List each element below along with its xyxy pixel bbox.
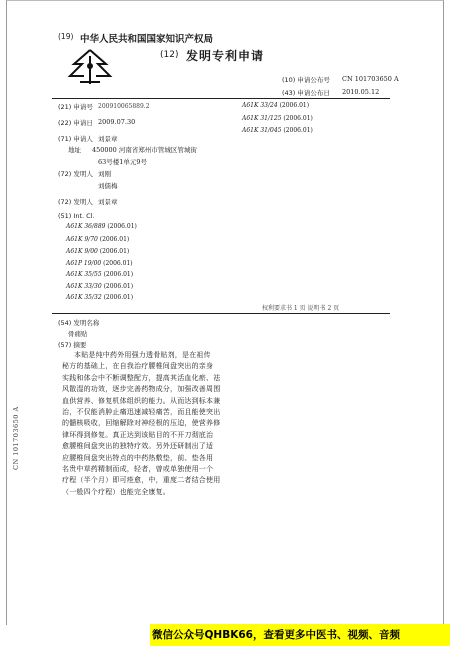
wechat-banner: 微信公众号QHBK66，查看更多中医书、视频、音频 <box>150 624 450 646</box>
abstract-text <box>62 350 324 498</box>
pub-no: CN 101703650 A <box>342 75 399 83</box>
abstract-line: 疗程（半个月）即可痊愈，中，重度二者结合使用 <box>62 476 221 485</box>
class-row-right: A61K 33/24 (2006.01) <box>242 102 310 109</box>
abstract-line: （一般四个疗程）也能完全康复。 <box>62 487 170 496</box>
abstract-line: 名贵中草药精制而成，轻者，曾或单独使用一个 <box>62 465 214 474</box>
inventor-1: 刘刚 <box>98 170 111 178</box>
abstract-line: 的髓核吸收，回缩解除对神经根的压迫，使营养修 <box>62 419 221 428</box>
agent-label: (72) 发明人 <box>58 198 93 206</box>
title-label: (54) 发明名称 <box>58 319 100 327</box>
class-row: A61K 9/70 (2006.01) <box>66 236 130 243</box>
class-row: A61K 35/32 (2006.01) <box>66 294 134 301</box>
abstract-label: (57) 摘要 <box>58 341 87 349</box>
abstract-line: 愈腰椎间盘突出的独特疗效。另外还研制出了适 <box>62 442 214 451</box>
inventor-label: (72) 发明人 <box>58 170 93 178</box>
class-row: A61K 36/889 (2006.01) <box>66 223 137 230</box>
app-no-label: (21) 申请号 <box>58 103 93 111</box>
class-row-right: A61K 31/045 (2006.01) <box>242 127 313 134</box>
doc-type-code: (12) <box>160 50 179 60</box>
agent: 刘景章 <box>98 198 118 206</box>
app-no: 200910065889.2 <box>98 103 150 110</box>
pages-note: 权利要求书 1 页 说明书 2 页 <box>262 305 340 312</box>
biblio-rule <box>52 313 390 314</box>
invention-title: 骨痛贴 <box>68 330 88 338</box>
abstract-line: 秘方的基础上，在自我治疗腰椎间盘突出的亲身 <box>62 362 214 371</box>
address-line1: 450000 河南省郑州市管城区管城街 <box>92 146 197 154</box>
intcl-label: (51) Int. Cl. <box>58 212 95 220</box>
pub-date-label: (43) 申请公布日 <box>282 89 330 97</box>
abstract-line: 律环得到修复。真正达到该贴目的不开刀彻底治 <box>62 430 214 439</box>
org-name: 中华人民共和国国家知识产权局 <box>80 34 214 45</box>
abstract-line: 风散湿的功效，逐步完善药物成分，加强改善周围 <box>62 385 221 394</box>
class-row-right: A61K 31/125 (2006.01) <box>242 115 313 122</box>
pub-no-label: (10) 申请公布号 <box>282 76 330 84</box>
filing-date-label: (22) 申请日 <box>58 119 93 127</box>
cnipa-emblem-icon <box>66 46 114 88</box>
abstract-line: 应腰椎间盘突出特点的中药热敷垫，前、垫各用 <box>62 453 214 462</box>
class-row: A61K 9/00 (2006.01) <box>66 248 130 255</box>
doc-type: 发明专利申请 <box>186 49 265 63</box>
header-rule <box>52 98 390 99</box>
filing-date: 2009.07.30 <box>98 118 136 126</box>
abstract-line: 本贴是纯中药外用强力透骨贴剂，是在祖传 <box>74 351 211 359</box>
pub-date: 2010.05.12 <box>342 88 380 96</box>
applicant: 刘景章 <box>98 135 118 143</box>
org-code: (19) <box>58 32 74 41</box>
class-row: A61K 33/30 (2006.01) <box>66 283 134 290</box>
address-line2: 63号楼1单元9号 <box>98 158 148 166</box>
abstract-line: 治，不仅能消肿止痛迅速减轻痛苦，而且能使突出 <box>62 408 221 417</box>
address-label: 地址 <box>68 146 81 154</box>
class-row: A61P 19/00 (2006.01) <box>66 260 133 267</box>
class-row: A61K 35/55 (2006.01) <box>66 271 134 278</box>
inventor-2: 刘儒梅 <box>98 182 118 190</box>
side-publication-code: CN 101703650 A <box>12 406 20 470</box>
abstract-line: 实践和体会中不断调整配方，提高其活血化瘀、祛 <box>62 373 221 382</box>
abstract-line: 血供营养、修复机体组织的能力。从而达到标本兼 <box>62 396 221 405</box>
applicant-label: (71) 申请人 <box>58 135 93 143</box>
